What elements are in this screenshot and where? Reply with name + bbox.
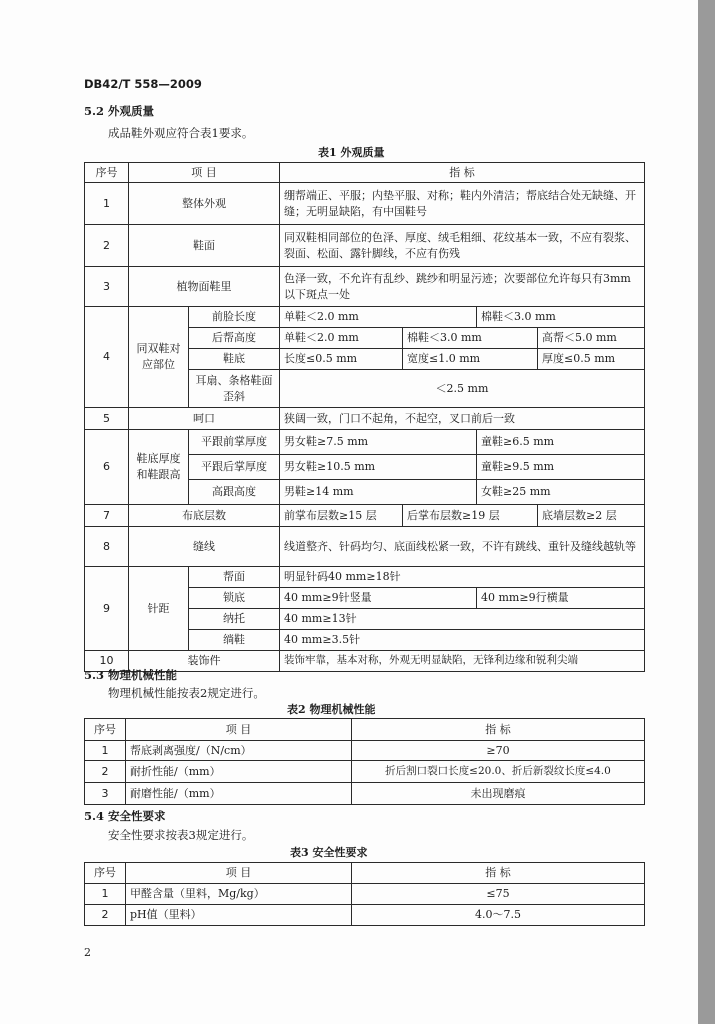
row-item: pH值（里料） xyxy=(126,905,352,926)
row-item: 帮底剥离强度/（N/cm） xyxy=(126,741,352,761)
indicator-cell: 男女鞋≥7.5 mm xyxy=(280,430,477,455)
row-no: 4 xyxy=(85,307,129,408)
row-no: 2 xyxy=(85,905,126,926)
indicator-cell: 后掌布层数≥19 层 xyxy=(403,505,538,527)
row-item: 缝线 xyxy=(129,527,280,567)
sub-item-label: 前脸长度 xyxy=(189,307,280,328)
row-indicator: ≤75 xyxy=(352,884,645,905)
indicator-cell: 宽度≤1.0 mm xyxy=(403,349,538,370)
sub-item-label: 平跟后掌厚度 xyxy=(189,455,280,480)
header-indicator: 指 标 xyxy=(280,163,645,183)
row-no: 1 xyxy=(85,183,129,225)
row-indicator: 线道整齐、针码均匀、底面线松紧一致，不许有跳线、重针及缝线越轨等 xyxy=(280,527,645,567)
indicator-cell: ＜2.5 mm xyxy=(280,370,645,408)
row-group-label: 针距 xyxy=(129,567,189,651)
section-intro-5-2: 成品鞋外观应符合表1要求。 xyxy=(108,126,254,140)
row-item: 甲醛含量（里料，Mg/kg） xyxy=(126,884,352,905)
table-row xyxy=(85,225,645,267)
table-row xyxy=(85,505,645,527)
row-item: 鞋面 xyxy=(129,225,280,267)
row-group-label: 鞋底厚度和鞋跟高 xyxy=(129,430,189,505)
table-header-row xyxy=(85,163,645,183)
row-item: 呵口 xyxy=(129,408,280,430)
row-item: 布底层数 xyxy=(129,505,280,527)
table3-caption: 表3 安全性要求 xyxy=(290,846,368,859)
row-indicator: 绷帮端正、平服；内垫平服、对称；鞋内外清洁；帮底结合处无缺缝、开缝；无明显缺陷，有中国鞋号 xyxy=(280,183,645,225)
table-row xyxy=(85,741,645,761)
indicator-cell: 40 mm≥3.5针 xyxy=(280,630,645,651)
sub-item-label: 锁底 xyxy=(189,588,280,609)
row-no: 9 xyxy=(85,567,129,651)
indicator-cell: 男鞋≥14 mm xyxy=(280,480,477,505)
indicator-cell: 棉鞋＜3.0 mm xyxy=(477,307,645,328)
header-no: 序号 xyxy=(85,863,126,884)
indicator-cell: 明显针码40 mm≥18针 xyxy=(280,567,645,588)
indicator-cell: 单鞋＜2.0 mm xyxy=(280,307,477,328)
row-no: 1 xyxy=(85,884,126,905)
header-indicator: 指 标 xyxy=(352,863,645,884)
table-row xyxy=(85,408,645,430)
row-no: 6 xyxy=(85,430,129,505)
row-no: 7 xyxy=(85,505,129,527)
table-row xyxy=(85,183,645,225)
sub-item-label: 高跟高度 xyxy=(189,480,280,505)
indicator-cell: 棉鞋＜3.0 mm xyxy=(403,328,538,349)
indicator-cell: 40 mm≥9行横量 xyxy=(477,588,645,609)
table-row xyxy=(85,430,645,455)
indicator-cell: 童鞋≥9.5 mm xyxy=(477,455,645,480)
header-item: 项 目 xyxy=(126,719,352,741)
indicator-cell: 前掌布层数≥15 层 xyxy=(280,505,403,527)
row-indicator: 狭阔一致，门口不起角，不起空，叉口前后一致 xyxy=(280,408,645,430)
row-item: 植物面鞋里 xyxy=(129,267,280,307)
indicator-cell: 长度≤0.5 mm xyxy=(280,349,403,370)
row-indicator: 装饰牢靠，基本对称，外观无明显缺陷，无锋利边缘和锐利尖端 xyxy=(280,651,645,672)
row-no: 3 xyxy=(85,267,129,307)
table1-caption: 表1 外观质量 xyxy=(318,146,385,159)
row-indicator: 4.0～7.5 xyxy=(352,905,645,926)
indicator-cell: 单鞋＜2.0 mm xyxy=(280,328,403,349)
row-indicator: ≥70 xyxy=(352,741,645,761)
table2-caption: 表2 物理机械性能 xyxy=(287,703,376,716)
indicator-cell: 女鞋≥25 mm xyxy=(477,480,645,505)
table-header-row xyxy=(85,863,645,884)
table-row xyxy=(85,761,645,783)
indicator-cell: 40 mm≥9针竖量 xyxy=(280,588,477,609)
row-indicator: 未出现磨痕 xyxy=(352,783,645,805)
table-appearance-quality xyxy=(84,162,645,672)
table-row xyxy=(85,307,645,328)
sub-item-label: 绱鞋 xyxy=(189,630,280,651)
sub-item-label: 后帮高度 xyxy=(189,328,280,349)
row-no: 10 xyxy=(85,651,129,672)
row-no: 3 xyxy=(85,783,126,805)
header-item: 项 目 xyxy=(129,163,280,183)
row-no: 8 xyxy=(85,527,129,567)
row-indicator: 同双鞋相同部位的色泽、厚度、绒毛粗细、花纹基本一致，不应有裂浆、裂面、松面、露针脚线，不应有伤残 xyxy=(280,225,645,267)
scan-edge xyxy=(698,0,715,1024)
header-item: 项 目 xyxy=(126,863,352,884)
indicator-cell: 厚度≤0.5 mm xyxy=(538,349,645,370)
table-row xyxy=(85,884,645,905)
row-indicator: 色泽一致，不允许有乱纱、跳纱和明显污迹；次要部位允许每只有3mm以下斑点一处 xyxy=(280,267,645,307)
row-item: 整体外观 xyxy=(129,183,280,225)
row-no: 5 xyxy=(85,408,129,430)
sub-item-label: 鞋底 xyxy=(189,349,280,370)
sub-item-label: 帮面 xyxy=(189,567,280,588)
row-no: 1 xyxy=(85,741,126,761)
indicator-cell: 高帮＜5.0 mm xyxy=(538,328,645,349)
sub-item-label: 耳扇、条格鞋面歪斜 xyxy=(189,370,280,408)
row-no: 2 xyxy=(85,761,126,783)
table-header-row xyxy=(85,719,645,741)
indicator-cell: 童鞋≥6.5 mm xyxy=(477,430,645,455)
standard-number: DB42/T 558—2009 xyxy=(84,77,202,91)
row-item: 耐磨性能/（mm） xyxy=(126,783,352,805)
row-indicator: 折后割口裂口长度≤20.0、折后新裂纹长度≤4.0 xyxy=(352,761,645,783)
indicator-cell: 40 mm≥13针 xyxy=(280,609,645,630)
section-intro-5-3: 物理机械性能按表2规定进行。 xyxy=(108,686,265,700)
sub-item-label: 纳托 xyxy=(189,609,280,630)
row-group-label: 同双鞋对应部位 xyxy=(129,307,189,408)
page-number: 2 xyxy=(84,946,91,959)
section-heading-5-2: 5.2 外观质量 xyxy=(84,104,155,118)
table-row xyxy=(85,783,645,805)
table-row xyxy=(85,267,645,307)
section-heading-5-4: 5.4 安全性要求 xyxy=(84,809,166,823)
table-row xyxy=(85,527,645,567)
row-item: 耐折性能/（mm） xyxy=(126,761,352,783)
table-row xyxy=(85,567,645,588)
section-heading-5-3: 5.3 物理机械性能 xyxy=(84,668,178,682)
row-item: 装饰件 xyxy=(129,651,280,672)
header-no: 序号 xyxy=(85,719,126,741)
section-intro-5-4: 安全性要求按表3规定进行。 xyxy=(108,828,254,842)
header-indicator: 指 标 xyxy=(352,719,645,741)
sub-item-label: 平跟前掌厚度 xyxy=(189,430,280,455)
table-safety-requirements xyxy=(84,862,645,926)
header-no: 序号 xyxy=(85,163,129,183)
table-row xyxy=(85,905,645,926)
indicator-cell: 男女鞋≥10.5 mm xyxy=(280,455,477,480)
table-physical-mechanical xyxy=(84,718,645,805)
row-no: 2 xyxy=(85,225,129,267)
indicator-cell: 底墙层数≥2 层 xyxy=(538,505,645,527)
